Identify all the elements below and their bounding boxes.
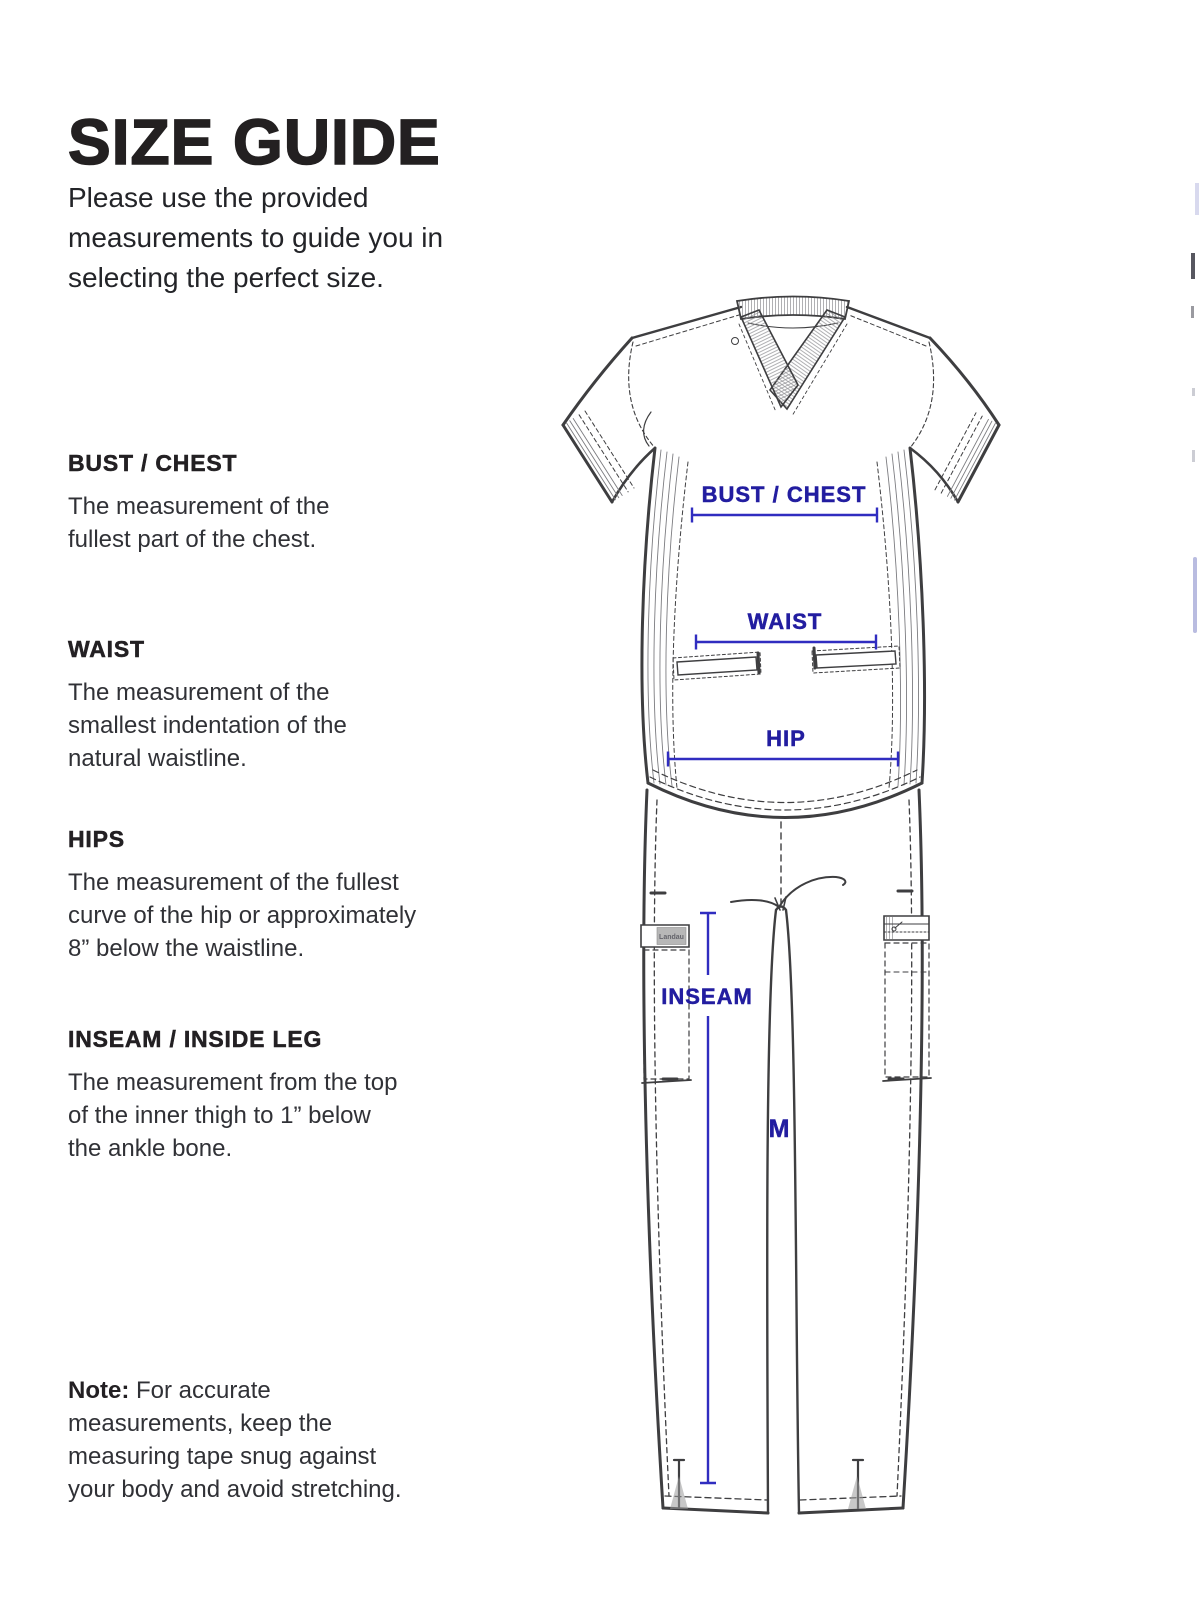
section-heading: HIPS	[68, 826, 125, 852]
note-text-line: your body and avoid stretching.	[68, 1476, 402, 1503]
section-text-line: curve of the hip or approximately	[68, 902, 417, 929]
size-letter-label: M	[768, 1115, 790, 1143]
intro-line: measurements to guide you in	[68, 222, 444, 253]
section-text-line: of the inner thigh to 1” below	[68, 1102, 371, 1129]
section-hips	[68, 826, 416, 965]
brand-tag-label: Landau	[659, 934, 684, 941]
bust-measure-label: BUST / CHEST	[701, 482, 867, 507]
note-text-line: measuring tape snug against	[68, 1443, 377, 1470]
scrub-pants-drawing	[641, 790, 931, 1513]
section-heading: WAIST	[68, 636, 145, 662]
section-text-line: The measurement of the	[68, 493, 330, 520]
note-label: Note:	[68, 1377, 130, 1404]
page-edge-artifact	[1191, 253, 1195, 279]
section-bust-chest	[68, 450, 329, 556]
section-text-line: 8” below the waistline.	[68, 935, 305, 962]
section-text-line: smallest indentation of the	[68, 712, 347, 739]
measurement-note	[68, 1374, 402, 1506]
note-text-line: For accurate	[136, 1377, 271, 1404]
scrubs-measurement-diagram	[520, 255, 1065, 1550]
section-heading: INSEAM / INSIDE LEG	[68, 1026, 323, 1052]
page-edge-artifact	[1192, 450, 1195, 462]
section-heading: BUST / CHEST	[68, 450, 238, 476]
page-edge-artifact	[1192, 388, 1195, 396]
intro-text	[68, 178, 443, 298]
section-text-line: The measurement of the fullest	[68, 869, 399, 896]
intro-line: selecting the perfect size.	[68, 262, 384, 293]
section-text-line: The measurement from the top	[68, 1069, 398, 1096]
section-inseam	[68, 1026, 397, 1165]
page-edge-artifact	[1191, 306, 1194, 318]
section-text-line: The measurement of the	[68, 679, 330, 706]
section-waist	[68, 636, 347, 775]
section-text-line: fullest part of the chest.	[68, 526, 317, 553]
waist-measure-label: WAIST	[747, 609, 823, 634]
note-text-line: measurements, keep the	[68, 1410, 333, 1437]
hip-measure-label: HIP	[766, 726, 806, 751]
intro-line: Please use the provided	[68, 182, 369, 213]
page-title: SIZE GUIDE	[68, 105, 441, 178]
section-text-line: the ankle bone.	[68, 1135, 233, 1162]
inseam-measure-label: INSEAM	[661, 984, 753, 1009]
page-edge-artifact	[1195, 183, 1199, 215]
section-text-line: natural waistline.	[68, 745, 247, 772]
scrollbar-thumb[interactable]	[1193, 557, 1197, 633]
